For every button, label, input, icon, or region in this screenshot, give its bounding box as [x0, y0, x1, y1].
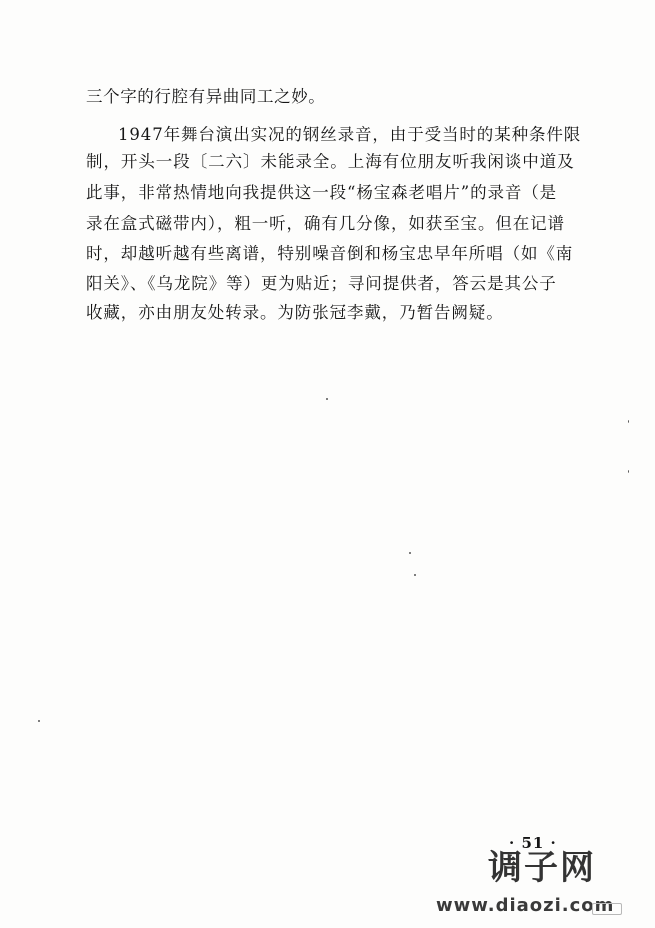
scan-speck	[628, 470, 629, 473]
text-line-8: 收藏，亦由朋友处转录。为防张冠李戴，乃暂告阙疑。	[86, 303, 504, 322]
text-line-1: 三个字的行腔有异曲同工之妙。	[86, 87, 326, 106]
watermark-logo-icon	[592, 903, 622, 915]
text-line-6: 时，却越听越有些离谱，特别噪音倒和杨宝忠早年所唱（如《南	[86, 244, 574, 263]
scan-speck	[326, 398, 328, 400]
text-line-4: 此事，非常热情地向我提供这一段“杨宝森老唱片”的录音（是	[86, 183, 558, 202]
scan-speck	[628, 420, 629, 423]
text-line-2: 1947年舞台演出实况的钢丝录音，由于受当时的某种条件限	[118, 125, 582, 144]
text-line-7: 阳关》、《乌龙院》等）更为贴近；寻问提供者，答云是其公子	[86, 274, 557, 293]
scan-speck	[409, 552, 411, 554]
scan-speck	[38, 720, 40, 722]
scan-speck	[414, 574, 416, 576]
watermark-site-name: 调子网	[488, 848, 596, 888]
text-line-5: 录在盒式磁带内），粗一听，确有几分像，如获至宝。但在记谱	[86, 214, 565, 233]
text-line-3: 制，开头一段〔二六〕未能录全。上海有位朋友听我闲谈中道及	[86, 152, 575, 171]
watermark-url: www.diaozi.com	[436, 895, 615, 916]
page-number: · 51 ·	[509, 834, 557, 852]
